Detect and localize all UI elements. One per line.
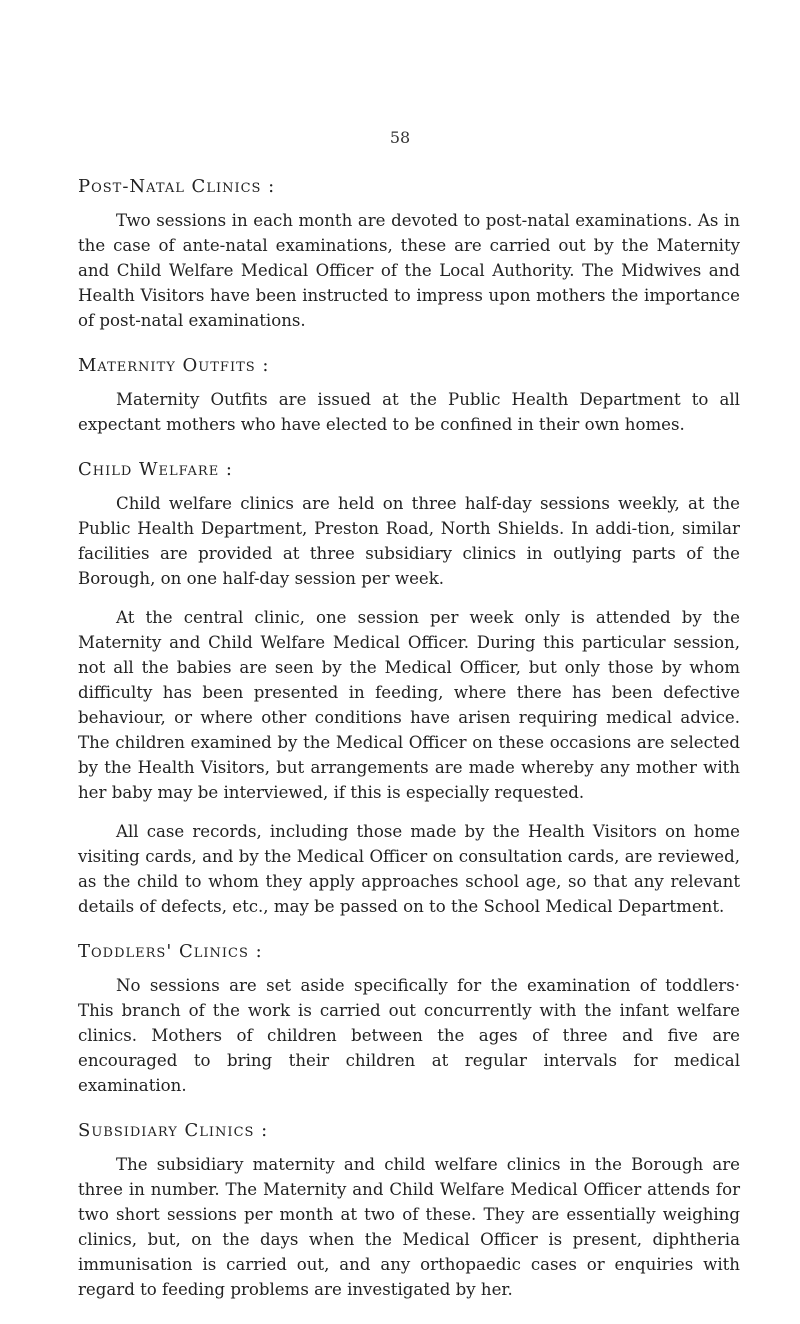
paragraph: All case records, including those made by the Health Visitors on home visiting cards, and by the Medical Officer on consultation cards, are reviewed, as the child to whom they apply approaches school age, so that any relevant details of defects, etc., may be passed on to the School Medical Department. [78,822,740,916]
paragraph: No sessions are set aside specifically for the examination of toddlers· This branch of the work is carried out concurrently with the infant welfare clinics. Mothers of children between the ages of three and five are encouraged to bring their children at regular intervals for medical examination. [78,976,740,1095]
section-post-natal-clinics [78,176,740,333]
section-heading: Child Welfare : [78,459,233,480]
section-child-welfare [78,459,740,919]
section-toddlers-clinics [78,941,740,1098]
paragraph: At the central clinic, one session per week only is attended by the Maternity and Child Welfare Medical Officer. During this particular session, not all the babies are seen by the Medical Officer, but only those by whom difficulty has been presented in feeding, where there has been defective behaviour, or where other conditions have arisen requiring medical advice. The children examined by the Medical Officer on these occasions are selected by the Health Visitors, but arrangements are made whereby any mother with her baby may be interviewed, if this is especially requested. [78,608,740,802]
paragraph: Two sessions in each month are devoted to post-natal examinations. As in the case of ante-natal examinations, these are carried out by the Maternity and Child Welfare Medical Officer of the Local Authority. The Midwives and Health Visitors have been instructed to impress upon mothers the importance of post-natal examinations. [78,211,740,330]
paragraph: The subsidiary maternity and child welfare clinics in the Borough are three in number. The Maternity and Child Welfare Medical Officer attends for two short sessions per month at two of these. They are essentially weighing clinics, but, on the days when the Medical Officer is present, diphtheria immunisation is carried out, and any orthopaedic cases or enquiries with regard to feeding problems are investigated by her. [78,1155,740,1299]
section-heading: Toddlers' Clinics : [78,941,263,962]
section-subsidiary-clinics [78,1120,740,1302]
paragraph: Child welfare clinics are held on three half-day sessions weekly, at the Public Health Department, Preston Road, North Shields. In addi-tion, similar facilities are provided at three subsidiary clinics in outlying parts of the Borough, on one half-day session per week. [78,494,740,588]
section-heading: Post-Natal Clinics : [78,176,276,197]
section-heading: Maternity Outfits : [78,355,270,376]
document-body [78,176,740,1322]
paragraph: Maternity Outfits are issued at the Public Health Department to all expectant mothers who have elected to be confined in their own homes. [78,390,740,434]
page-number: 58 [389,128,411,147]
section-maternity-outfits [78,355,740,437]
section-heading: Subsidiary Clinics : [78,1120,269,1141]
